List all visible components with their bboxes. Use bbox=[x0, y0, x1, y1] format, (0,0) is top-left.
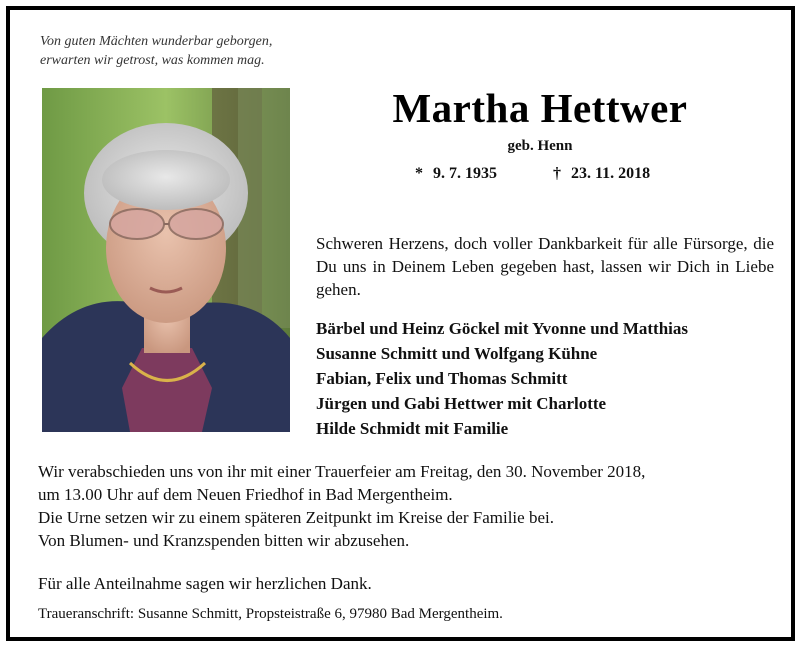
death-cross-icon: † bbox=[553, 165, 561, 182]
motto-quote bbox=[40, 32, 272, 70]
mourner-entry: Bärbel und Heinz Göckel mit Yvonne und Matthias bbox=[316, 319, 688, 338]
obituary-notice bbox=[6, 6, 795, 641]
thanks-line: Für alle Anteilnahme sagen wir herzlichen Dank. bbox=[38, 574, 372, 593]
funeral-line-1: Wir verabschieden uns von ihr mit einer Trauerfeier am Freitag, den 30. November 2018, bbox=[38, 462, 646, 481]
mourner-entry: Fabian, Felix und Thomas Schmitt bbox=[316, 369, 568, 388]
urn-note: Die Urne setzen wir zu einem späteren Zeitpunkt im Kreise der Familie bei. bbox=[38, 508, 554, 527]
birth-star-icon: * bbox=[415, 165, 423, 182]
maiden-name: geb. Henn bbox=[507, 138, 573, 154]
mourning-address: Traueranschrift: Susanne Schmitt, Propsteistraße 6, 97980 Bad Mergentheim. bbox=[38, 606, 503, 622]
deceased-name: Martha Hettwer bbox=[392, 85, 688, 131]
motto-line-1: Von guten Mächten wunderbar geborgen, bbox=[40, 34, 273, 49]
portrait-photo bbox=[42, 88, 290, 432]
mourners-list bbox=[316, 316, 688, 441]
mourner-entry: Hilde Schmidt mit Familie bbox=[316, 419, 509, 438]
mourner-entry: Jürgen und Gabi Hettwer mit Charlotte bbox=[316, 394, 607, 413]
flowers-note: Von Blumen- und Kranzspenden bitten wir abzusehen. bbox=[38, 531, 410, 550]
motto-line-2: erwarten wir getrost, was kommen mag. bbox=[40, 53, 265, 68]
mourner-entry: Susanne Schmitt und Wolfgang Kühne bbox=[316, 344, 598, 363]
funeral-details bbox=[38, 460, 778, 552]
birth-date-group bbox=[415, 165, 497, 183]
funeral-line-2: um 13.00 Uhr auf dem Neuen Friedhof in Bad Mergentheim. bbox=[38, 485, 453, 504]
death-date-group bbox=[553, 165, 650, 183]
birth-date: 9. 7. 1935 bbox=[433, 165, 497, 182]
death-date: 23. 11. 2018 bbox=[571, 165, 651, 182]
farewell-message: Schweren Herzens, doch voller Dankbarkeit für alle Fürsorge, die Du uns in Deinem Leben gegeben hast, lassen wir Dich in Liebe gehen. bbox=[316, 234, 774, 299]
